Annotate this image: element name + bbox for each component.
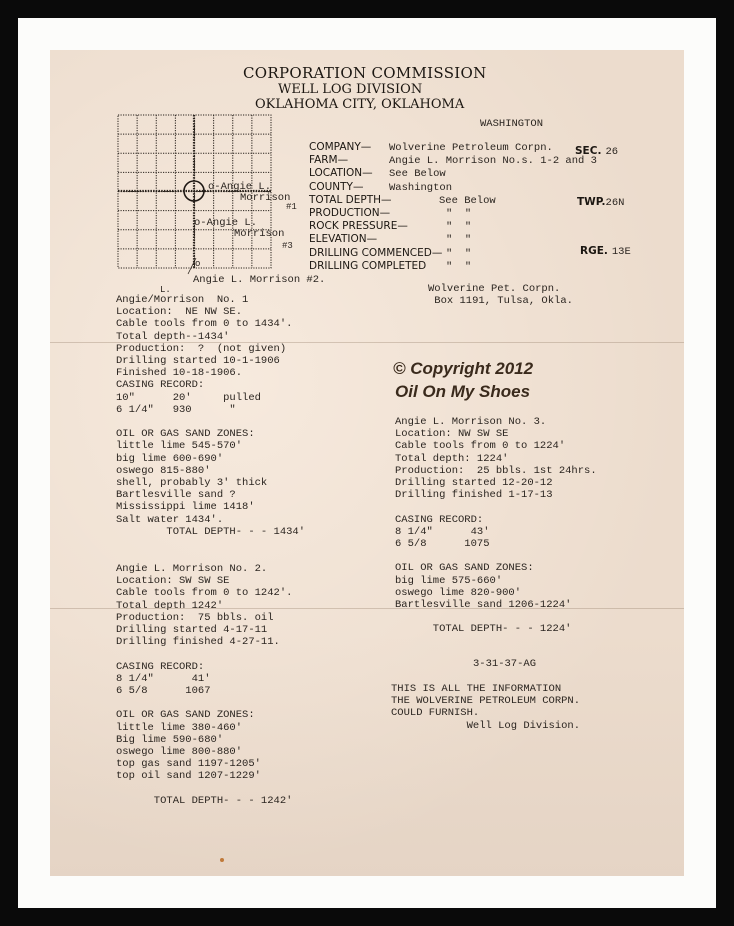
header-commission: CORPORATION COMMISSION bbox=[243, 64, 487, 82]
form-fields bbox=[309, 141, 597, 273]
well-1-insert-mark: L. bbox=[160, 285, 171, 295]
production-row bbox=[309, 207, 597, 220]
closing-note: THIS IS ALL THE INFORMATION THE WOLVERINE PETROLEUM CORPN. COULD FURNISH. Well Log Division. bbox=[391, 683, 581, 732]
sec-label: SEC. bbox=[575, 145, 602, 157]
production-label: PRODUCTION— bbox=[309, 207, 391, 220]
drilling-completed-label: DRILLING COMPLETED bbox=[309, 259, 427, 272]
rock-pressure-row bbox=[309, 220, 597, 233]
location-row bbox=[309, 167, 597, 180]
header-division: WELL LOG DIVISION bbox=[278, 82, 423, 97]
production-value: " " bbox=[446, 208, 472, 221]
county-value: Washington bbox=[389, 181, 453, 194]
location-value: See Below bbox=[389, 168, 446, 181]
elevation-label: ELEVATION— bbox=[309, 233, 378, 246]
twp-value: 26N bbox=[605, 197, 625, 209]
location-label: LOCATION— bbox=[309, 167, 373, 180]
county-label: COUNTY— bbox=[309, 180, 364, 193]
plat-label-well-1 bbox=[208, 182, 290, 204]
farm-row bbox=[309, 154, 597, 167]
total-depth-value: See Below bbox=[439, 194, 496, 207]
plat-label-well-2: Angie L. Morrison #2. bbox=[193, 274, 326, 286]
rge-value: 13E bbox=[611, 246, 631, 258]
county-heading: WASHINGTON bbox=[480, 118, 544, 130]
drilling-completed-row bbox=[309, 260, 597, 273]
county-row bbox=[309, 181, 597, 194]
drilling-completed-value: " " bbox=[446, 260, 472, 273]
drilling-commenced-label: DRILLING COMMENCED— bbox=[309, 246, 443, 259]
well-2-record: Angie L. Morrison No. 2. Location: SW SW SE Cable tools from 0 to 1242'. Total depth 1242' Production: 75 bbls. oil Drilling started 4-17-11 Drilling finished 4-27-11. CASING RECORD: 8 1/4" 41' 6 5/8 1067 OIL OR GAS SAND ZONES: little lime 380-460' Big lime 590-680' oswego lime 800-880' top gas sand 1197-1205' top oil sand 1207-1229' TOTAL DEPTH- - - 1242' bbox=[116, 563, 293, 807]
twp-field bbox=[577, 192, 624, 210]
company-value: Wolverine Petroleum Corpn. bbox=[389, 142, 553, 154]
plat-label-well-3-name: o-Angie L. bbox=[194, 217, 258, 229]
plat-label-well-1-name: o-Angie L. bbox=[208, 181, 272, 193]
total-depth-row bbox=[309, 194, 597, 207]
plat-label-well-1-number: #1 bbox=[286, 202, 297, 212]
drilling-commenced-value: " " bbox=[446, 247, 472, 260]
plat-label-well-1-surname: Morrison bbox=[240, 192, 291, 204]
rock-pressure-label: ROCK PRESSURE— bbox=[309, 220, 408, 233]
rge-field bbox=[580, 241, 631, 259]
elevation-value: " " bbox=[446, 234, 472, 247]
copyright-line: © Copyright 2012 bbox=[393, 359, 534, 378]
plat-label-well-3 bbox=[194, 218, 284, 240]
date-code: 3-31-37-AG bbox=[473, 658, 537, 670]
rock-pressure-value: " " bbox=[446, 221, 472, 234]
farm-value: Angie L. Morrison No.s. 1-2 and 3 bbox=[389, 155, 597, 168]
plat-marker-o: o bbox=[195, 259, 201, 269]
total-depth-label: TOTAL DEPTH— bbox=[309, 193, 392, 206]
header-city: OKLAHOMA CITY, OKLAHOMA bbox=[255, 97, 465, 112]
rge-label: RGE. bbox=[580, 245, 608, 257]
farm-label: FARM— bbox=[309, 154, 349, 167]
company-address: Wolverine Pet. Corpn. Box 1191, Tulsa, Okla. bbox=[428, 283, 573, 308]
well-3-record: Angie L. Morrison No. 3. Location: NW SW SE Cable tools from 0 to 1224' Total depth: 1224' Production: 25 bbls. 1st 24hrs. Drilling started 12-20-12 Drilling finished 1-17-13 CASING RECORD: 8 1/4" 43' 6 5/8 1075 OIL OR GAS SAND ZONES: big lime 575-660' oswego lime 820-900' Bartlesville sand 1206-1224' TOTAL DEPTH- - - 1224' bbox=[395, 416, 597, 636]
paper-stain-dot bbox=[220, 858, 224, 862]
sec-value: 26 bbox=[605, 146, 619, 158]
elevation-row bbox=[309, 233, 597, 246]
company-row bbox=[309, 141, 597, 154]
drilling-commenced-row bbox=[309, 247, 597, 260]
plat-label-well-3-surname: Morrison bbox=[234, 228, 285, 240]
twp-label: TWP. bbox=[577, 196, 606, 208]
copyright-source: Oil On My Shoes bbox=[395, 382, 531, 401]
well-log-document bbox=[50, 50, 684, 876]
well-1-record: Angie/Morrison No. 1 Location: NE NW SE. Cable tools from 0 to 1434'. Total depth--1434' Production: ? (not given) Drilling started 10-1-1906 Finished 10-18-1906. CASING RECORD: 10" 20' pulled 6 1/4" 930 " OIL OR GAS SAND ZONES: little lime 545-570' big lime 600-690' oswego 815-880' shell, probably 3' thick Bartlesville sand ? Mississippi lime 1418' Salt water 1434'. TOTAL DEPTH- - - 1434' bbox=[116, 294, 306, 538]
plat-label-well-3-number: #3 bbox=[282, 241, 293, 251]
sec-field bbox=[575, 141, 618, 159]
company-label: COMPANY— bbox=[309, 141, 372, 153]
